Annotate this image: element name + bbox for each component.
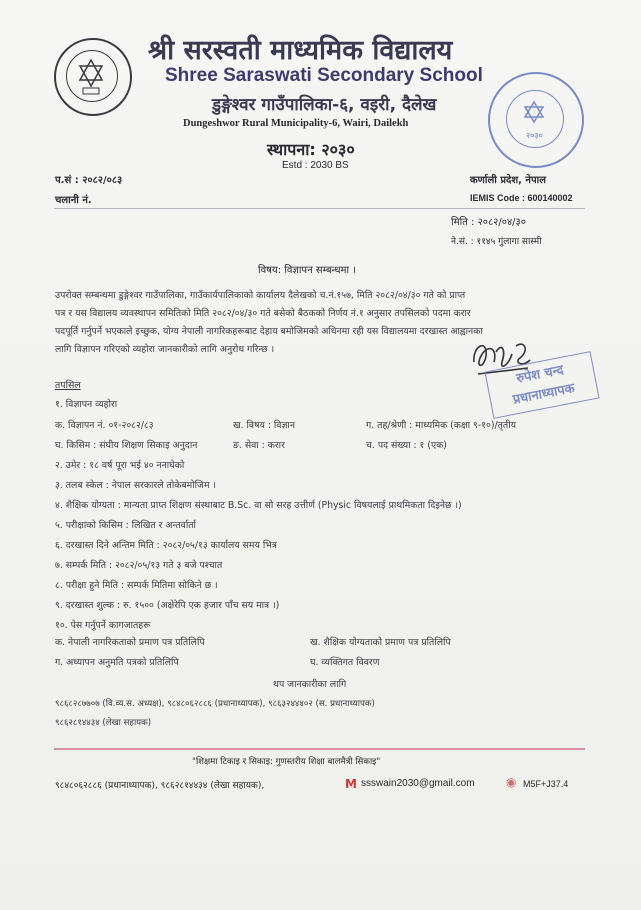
province: कर्णाली प्रदेश, नेपाल xyxy=(470,175,547,186)
footer-slogan: "शिक्षमा टिकाइ र सिकाइ: गुणस्तरीय शिक्षा बालमैत्री सिकाइ" xyxy=(192,757,381,767)
detail-exam-date: ८. परीक्षा हुने मिति : सम्पर्क मितिमा सोकिने छ । xyxy=(55,580,218,591)
contact-line-1: ९८६८२८७७०७ (वि.व्य.स. अध्यक्ष), ९८४८०६२८८६ (प्रधानाध्यापक), ९८६३२४४४०२ (स. प्रधानाध्यापक) xyxy=(55,699,375,709)
stamp-name: रुपेश चन्द xyxy=(515,362,565,387)
stamp-year: २०३० xyxy=(526,131,543,140)
school-emblem-seal xyxy=(54,38,132,116)
footer-plus-code: M5F+J37.4 xyxy=(523,779,569,789)
footer-phones: ९८४८०६२८८६ (प्रधानाध्यापक), ९८६२८१४४३४ (लेखा सहायक), xyxy=(55,781,265,791)
detail-level: ग. तह/श्रेणी : माध्यमिक (कक्षा ९-१०)/तृतीय xyxy=(366,420,516,431)
gmail-icon: M xyxy=(345,777,357,791)
detail-deadline: ६. दरखास्त दिने अन्तिम मिति : २०८२/०५/१३ कार्यालय समय भित्र xyxy=(55,540,277,551)
detail-documents: १०. पेस गर्नुपर्ने कागजातहरू xyxy=(55,620,151,631)
established-english: Estd : 2030 BS xyxy=(282,160,349,171)
detail-contact-date: ७. सम्पर्क मिति : २०८२/०५/१३ गते ३ बजे पश्चात xyxy=(55,560,223,571)
doc-teaching-license: ग. अध्यापन अनुमति पत्रको प्रतिलिपि xyxy=(55,657,179,668)
header-divider xyxy=(54,208,585,209)
doc-personal-details: घ. व्यक्तिगत विवरण xyxy=(310,657,380,668)
detail-line: १. विज्ञापन व्यहोरा xyxy=(55,399,118,410)
detail-positions: च. पद संख्या : १ (एक) xyxy=(366,440,447,451)
detail-salary: ३. तलब स्केल : नेपाल सरकारले तोकेबमोजिम । xyxy=(55,480,216,491)
detail-subject: ख. विषय : विज्ञान xyxy=(233,420,296,431)
detail-type: घ. किसिम : संघीय शिक्षण सिकाइ अनुदान xyxy=(55,440,198,451)
details-heading: तपसिल xyxy=(55,380,81,391)
footer-email[interactable]: ssswain2030@gmail.com xyxy=(361,778,475,789)
address-nepali: डुङ्गेश्वर गाउँपालिका-६, वइरी, दैलेख xyxy=(212,95,437,115)
body-line-3: पदपूर्ति गर्नुपर्ने भएकाले इच्छुक, योग्य नेपाली नागरिकहरूबाट देहाय बमोजिमको अधिनमा रही यस विद्यालयमा दरखास्त आह्वानका xyxy=(55,326,483,337)
established-nepali: स्थापना: २०३० xyxy=(267,140,355,159)
detail-exam-type: ५. परीक्षाको किसिम : लिखित र अन्तर्वार्ता xyxy=(55,520,196,531)
school-name-nepali: श्री सरस्वती माध्यमिक विद्यालय xyxy=(148,35,453,66)
nepal-sambat-date: ने.सं. : ११४५ गुंलागा सास्मी xyxy=(451,237,542,247)
fiscal-year: प.सं : २०८२/०८३ xyxy=(55,175,123,186)
star-emblem-icon xyxy=(54,38,128,112)
detail-service: ङ. सेवा : करार xyxy=(233,440,285,451)
map-pin-icon: ◉ xyxy=(506,775,517,789)
contact-heading: थप जानकारीका लागि xyxy=(273,679,347,690)
body-line-1: उपरोक्त सम्बन्धमा डुङ्गेश्वर गाउँपालिका, गाउँकार्यपालिकाको कार्यालय दैलेखको च.नं.१५७, मिति २०८२/०४/३० गते को प्राप्त xyxy=(55,290,466,301)
detail-fee: ९. दरखास्त शुल्क : रु. १५०० (अक्षेरेपि एक हजार पाँच सय मात्र ।) xyxy=(55,600,280,611)
stamp-designation: प्रधानाध्यापक xyxy=(511,381,576,408)
subject-line: विषय: विज्ञापन सम्बन्धमा । xyxy=(258,265,357,276)
detail-age: २. उमेर : १८ वर्ष पूरा भई ४० ननाघेको xyxy=(55,460,185,471)
body-line-2: पत्र र यस विद्यालय व्यवस्थापन समितिको मिति २०८२/०४/३० गते बसेको बैठकको निर्णय नं.१ अनुसार तपसिलको पदमा करार xyxy=(55,308,471,319)
school-name-english: Shree Saraswati Secondary School xyxy=(165,65,483,86)
doc-citizenship: क. नेपाली नागरिकताको प्रमाण पत्र प्रतिलिपि xyxy=(55,637,205,648)
detail-ad-number: क. विज्ञापन नं. ०१-२०८२/८३ xyxy=(55,420,154,431)
iemis-code: IEMIS Code : 600140002 xyxy=(470,193,573,203)
footer-divider xyxy=(54,748,585,750)
official-round-stamp xyxy=(488,72,584,168)
address-english: Dungeshwor Rural Municipality-6, Wairi, Dailekh xyxy=(183,118,409,129)
detail-qualification: ४. शैक्षिक योग्यता : मान्यता प्राप्त शिक्षण संस्थाबाट B.Sc. वा सो सरह उत्तीर्ण (Physic विषयलाई प्राथमिकता दिइनेछ ।) xyxy=(55,500,462,511)
doc-academic: ख. शैक्षिक योग्यताको प्रमाण पत्र प्रतिलिपि xyxy=(310,637,451,648)
dispatch-number: चलानी नं. xyxy=(55,195,92,206)
letter-date: मिति : २०८२/०४/३० xyxy=(451,217,526,228)
body-line-4: लागि विज्ञापन गरिएको व्यहोरा जानकारीको लागि अनुरोध गरिन्छ । xyxy=(55,344,275,355)
contact-line-2: ९८६२८१४४३४ (लेखा सहायक) xyxy=(55,718,152,728)
stamp-star-icon xyxy=(488,72,580,164)
